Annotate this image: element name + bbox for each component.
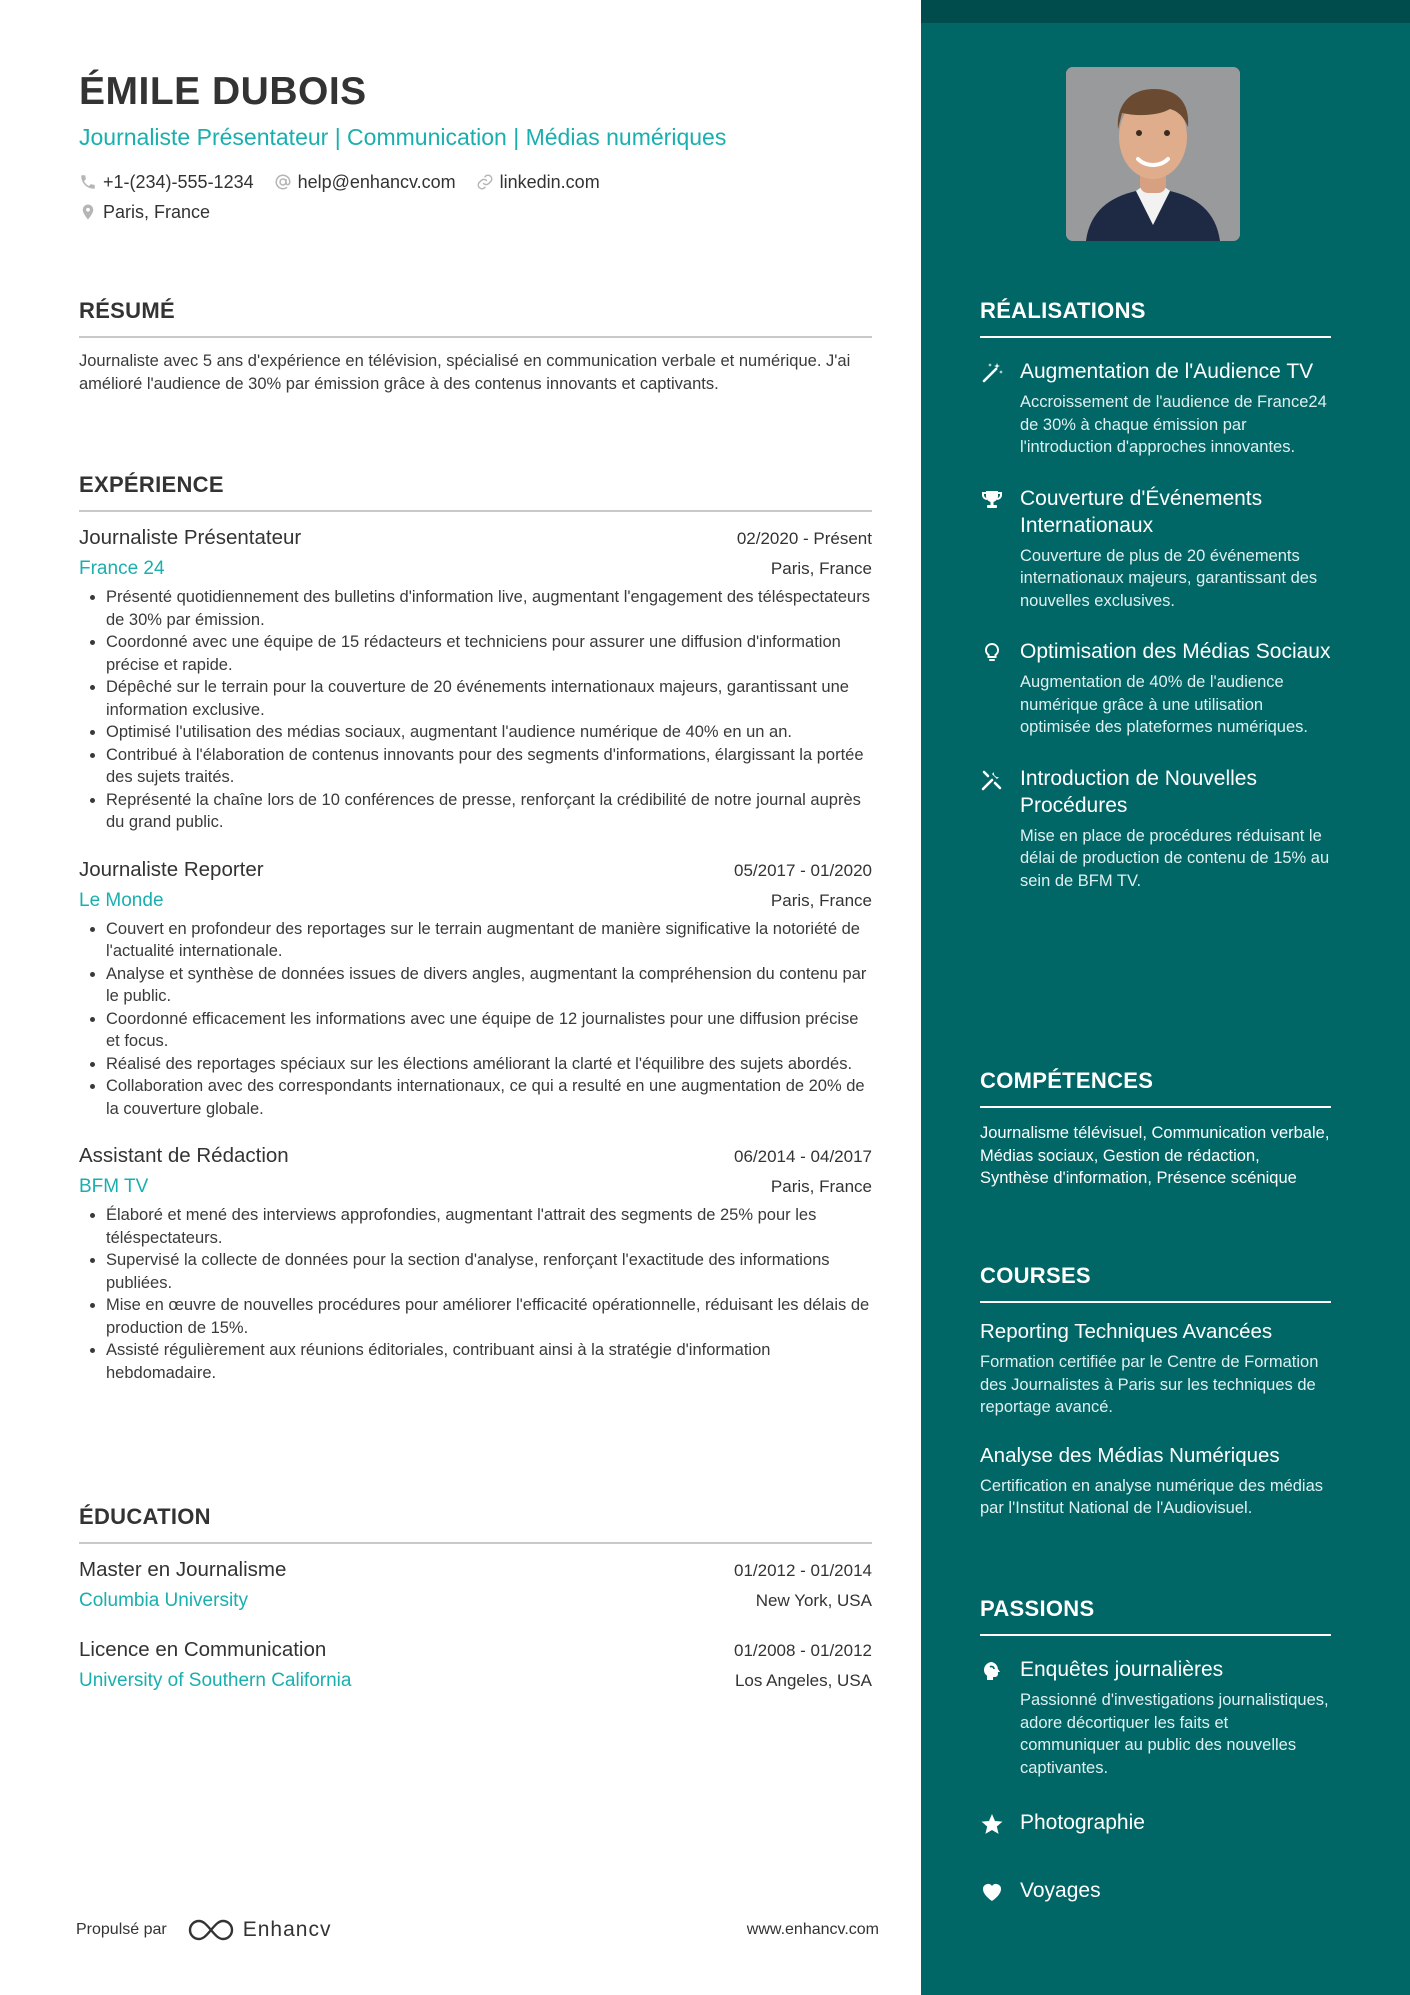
contact-info — [79, 170, 620, 230]
job-entry — [79, 1144, 872, 1384]
job-bullets — [79, 586, 872, 834]
footer-url[interactable]: www.enhancv.com — [746, 1921, 879, 1938]
bullet-item: • Coordonné efficacement les informations avec une équipe de 12 journalistes pour une diffusion précise et focus. — [106, 1008, 872, 1053]
achievement-desc: Couverture de plus de 20 événements internationaux majeurs, garantissant des nouvelles exclusives. — [1020, 546, 1318, 610]
email-text: help@enhancv.com — [297, 171, 456, 192]
course-title: Reporting Techniques Avancées — [980, 1320, 1273, 1343]
achievement-title: Couverture d'Événements Internationaux — [1020, 486, 1263, 537]
experience-section — [79, 472, 872, 1384]
sidebar — [921, 0, 1410, 1995]
trophy-icon — [980, 488, 1004, 512]
location-pin-icon — [79, 202, 97, 222]
job-title: Journaliste Reporter — [79, 857, 264, 881]
location-text: Paris, France — [103, 201, 211, 222]
summary-heading: RÉSUMÉ — [79, 298, 872, 338]
achievements-section — [980, 298, 1331, 892]
star-icon — [980, 1812, 1004, 1836]
bullet-item: • Représenté la chaîne lors de 10 conférences de presse, renforçant la crédibilité de notre journal auprès du grand public. — [106, 789, 872, 834]
summary-section — [79, 298, 872, 395]
achievements-heading: RÉALISATIONS — [980, 298, 1331, 338]
education-heading: ÉDUCATION — [79, 1504, 872, 1544]
passion-title: Voyages — [1020, 1879, 1101, 1902]
bullet-item: • Analyse et synthèse de données issues de divers angles, augmentant la compréhension du contenu par le public. — [106, 963, 872, 1008]
summary-text: Journaliste avec 5 ans d'expérience en télévision, spécialisé en communication verbale et numérique. J'ai amélioré l'audience de 30% par émission grâce à des contenus innovants et captivants. — [79, 352, 851, 393]
bullet-item: • Assisté régulièrement aux réunions éditoriales, contribuant ainsi à la stratégie d'information hebdomadaire. — [106, 1339, 872, 1384]
degree-dates: 01/2008 - 01/2012 — [733, 1641, 872, 1660]
sidebar-top-bar — [921, 0, 1410, 23]
contact-phone[interactable] — [79, 172, 254, 193]
phone-icon — [79, 173, 97, 191]
job-dates: 06/2014 - 04/2017 — [733, 1147, 872, 1166]
course-desc: Formation certifiée par le Centre de Formation des Journalistes à Paris sur les techniques de reportage avancé. — [980, 1353, 1319, 1416]
job-company[interactable]: BFM TV — [79, 1176, 149, 1197]
achievement-item — [980, 358, 1331, 459]
achievement-title: Introduction de Nouvelles Procédures — [1020, 766, 1257, 817]
job-location: Paris, France — [770, 1177, 872, 1196]
passion-title: Enquêtes journalières — [1020, 1658, 1224, 1681]
school-name[interactable]: Columbia University — [79, 1590, 248, 1611]
skills-text: Journalisme télévisuel, Communication verbale, Médias sociaux, Gestion de rédaction, Synthèse d'information, Présence scénique — [980, 1124, 1330, 1187]
job-company[interactable]: Le Monde — [79, 889, 164, 911]
achievement-desc: Accroissement de l'audience de France24 de 30% à chaque émission par l'introduction d'approches innovantes. — [1020, 393, 1327, 456]
job-location: Paris, France — [770, 890, 872, 910]
courses-heading: COURSES — [980, 1263, 1331, 1303]
degree-title: Licence en Communication — [79, 1638, 327, 1661]
link-text: linkedin.com — [499, 171, 600, 192]
phone-text: +1-(234)-555-1234 — [103, 171, 254, 192]
experience-heading: EXPÉRIENCE — [79, 472, 872, 512]
skills-section — [980, 1068, 1331, 1190]
passions-heading: PASSIONS — [980, 1596, 1331, 1636]
passion-item — [980, 1656, 1331, 1779]
lightbulb-icon — [980, 641, 1004, 665]
course-item — [980, 1443, 1331, 1520]
job-company[interactable]: France 24 — [79, 558, 165, 579]
brain-icon — [980, 1659, 1004, 1683]
bullet-item: • Collaboration avec des correspondants internationaux, ce qui a resulté en une augmentation de 20% de la couverture globale. — [106, 1075, 872, 1120]
candidate-title: Journaliste Présentateur | Communication | Médias numériques — [79, 124, 727, 150]
job-dates: 05/2017 - 01/2020 — [733, 860, 872, 880]
degree-dates: 01/2012 - 01/2014 — [733, 1561, 872, 1580]
course-item — [980, 1319, 1331, 1419]
candidate-name: ÉMILE DUBOIS — [79, 70, 367, 113]
course-title: Analyse des Médias Numériques — [980, 1443, 1280, 1467]
enhancv-logo-icon — [187, 1917, 235, 1943]
achievement-title: Optimisation des Médias Sociaux — [1020, 640, 1331, 663]
job-dates: 02/2020 - Présent — [736, 529, 872, 548]
bullet-item: • Optimisé l'utilisation des médias sociaux, augmentant l'audience numérique de 40% en un an. — [106, 721, 872, 744]
bullet-item: • Supervisé la collecte de données pour la section d'analyse, renforçant l'exactitude des informations publiées. — [106, 1249, 872, 1294]
passion-desc: Passionné d'investigations journalistiques, adore décortiquer les faits et communiquer au public des nouvelles captivantes. — [1020, 1691, 1329, 1777]
job-bullets — [79, 1204, 872, 1384]
bullet-item: • Contribué à l'élaboration de contenus innovants pour des segments d'informations, élargissant la portée des sujets traités. — [106, 744, 872, 789]
job-bullets — [79, 918, 872, 1121]
school-location: Los Angeles, USA — [734, 1671, 872, 1690]
bullet-item: • Couvert en profondeur des reportages sur le terrain augmentant de manière significative la notoriété de l'actualité internationale. — [106, 918, 872, 963]
skills-heading: COMPÉTENCES — [980, 1068, 1331, 1108]
job-title: Journaliste Présentateur — [79, 526, 302, 549]
profile-photo — [1066, 67, 1240, 241]
job-entry — [79, 858, 872, 1121]
achievement-desc: Augmentation de 40% de l'audience numérique grâce à une utilisation optimisée des plateformes numériques. — [1020, 673, 1308, 736]
avatar-portrait — [1066, 67, 1240, 241]
job-title: Assistant de Rédaction — [79, 1144, 289, 1167]
courses-section — [980, 1263, 1331, 1520]
degree-title: Master en Journalisme — [79, 1558, 287, 1581]
bullet-item: • Coordonné avec une équipe de 15 rédacteurs et techniciens pour assurer une diffusion d'information précise et rapide. — [106, 631, 872, 676]
achievement-item — [980, 485, 1331, 613]
passion-item — [980, 1809, 1331, 1841]
education-section — [79, 1504, 872, 1692]
contact-link[interactable] — [476, 172, 600, 193]
bullet-item: • Présenté quotidiennement des bulletins d'information live, augmentant l'engagement des téléspectateurs de 30% par émission. — [106, 586, 872, 631]
achievement-item — [980, 765, 1331, 893]
heart-icon — [980, 1880, 1004, 1904]
bullet-item: • Réalisé des reportages spéciaux sur les élections améliorant la clarté et l'équilibre des sujets abordés. — [106, 1053, 872, 1076]
passion-item — [980, 1877, 1331, 1909]
powered-by-label: Propulsé par — [76, 1921, 167, 1938]
school-name[interactable]: University of Southern California — [79, 1670, 352, 1691]
link-icon — [476, 173, 494, 191]
contact-email[interactable] — [274, 172, 456, 193]
bullet-item: • Dépêché sur le terrain pour la couverture de 20 événements internationaux majeurs, garantissant une information exclusive. — [106, 676, 872, 721]
achievement-item — [980, 638, 1331, 739]
achievement-desc: Mise en place de procédures réduisant le délai de production de contenu de 15% au sein de BFM TV. — [1020, 826, 1330, 890]
brand-name: Enhancv — [242, 1918, 332, 1941]
passion-title: Photographie — [1020, 1811, 1145, 1834]
education-entry — [79, 1558, 872, 1612]
job-location: Paris, France — [770, 559, 872, 578]
passions-section — [980, 1596, 1331, 1909]
bullet-item: • Élaboré et mené des interviews approfondies, augmentant l'attrait des segments de 25% pour les téléspectateurs. — [106, 1204, 872, 1249]
course-desc: Certification en analyse numérique des médias par l'Institut National de l'Audiovisuel. — [980, 1476, 1324, 1517]
school-location: New York, USA — [755, 1591, 872, 1610]
contact-location — [79, 202, 210, 223]
at-icon — [274, 173, 292, 191]
bullet-item: • Mise en œuvre de nouvelles procédures pour améliorer l'efficacité opérationnelle, réduisant les délais de production de 15%. — [106, 1294, 872, 1339]
job-entry — [79, 526, 872, 834]
footer — [76, 1915, 879, 1945]
education-entry — [79, 1638, 872, 1692]
achievement-title: Augmentation de l'Audience TV — [1020, 360, 1314, 383]
tools-icon — [980, 768, 1004, 792]
magic-wand-icon — [980, 361, 1004, 385]
